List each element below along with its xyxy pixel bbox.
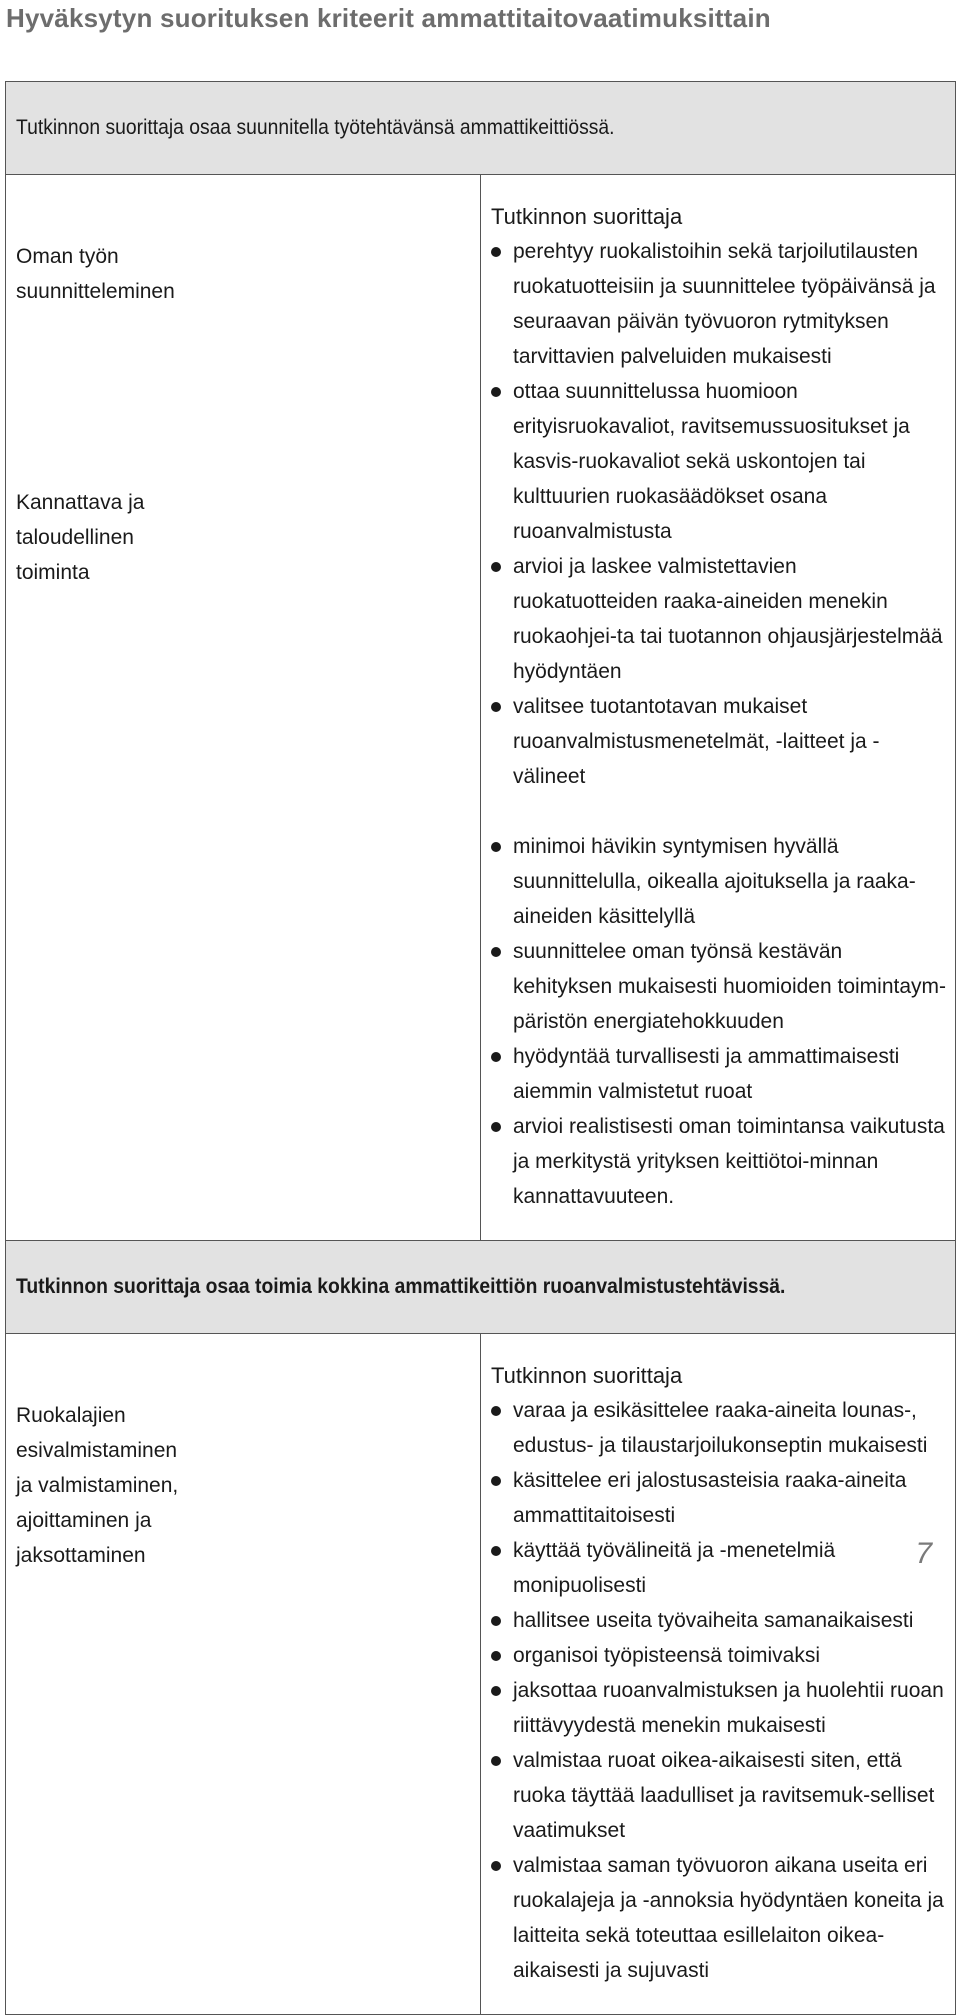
bullet-item: valitsee tuotantotavan mukaiset ruoanvalmistusmenetelmät, -laitteet ja -välineet: [491, 689, 947, 794]
section-body-row: [6, 175, 956, 1241]
criteria-subheading: Tutkinnon suorittaja: [491, 204, 683, 229]
bullet-item: minimoi hävikin syntymisen hyvällä suunnittelulla, oikealla ajoituksella ja raaka-aineiden käsittelyllä: [491, 829, 947, 934]
bullet-item: varaa ja esikäsittelee raaka-aineita lounas-, edustus- ja tilaustarjoilukonseptin mukaisesti: [491, 1393, 947, 1463]
criteria-group: [491, 829, 947, 1214]
bullet-item: arvioi realistisesti oman toimintansa vaikutusta ja merkitystä yrityksen keittiötoi-minnan kannattavuuteen.: [491, 1109, 947, 1214]
criteria-content-cell: [481, 175, 956, 1241]
bullet-item: valmistaa ruoat oikea-aikaisesti siten, että ruoka täyttää laadulliset ja ravitsemuk-selliset vaatimukset: [491, 1743, 947, 1848]
bullet-item: jaksottaa ruoanvalmistuksen ja huolehtii ruoan riittävyydestä menekin mukaisesti: [491, 1673, 947, 1743]
criteria-label-cell: [6, 1334, 481, 2015]
criteria-group: [491, 1393, 947, 1988]
bullet-item: suunnittelee oman työnsä kestävän kehityksen mukaisesti huomioiden toimintaym-päristön energiatehokkuuden: [491, 934, 947, 1039]
section-heading: [6, 82, 956, 175]
section-body-row: [6, 1334, 956, 2015]
criteria-label: Kannattava ja taloudellinen toiminta: [16, 491, 145, 584]
section-heading-row: [6, 1241, 956, 1334]
criteria-content-cell: [481, 1334, 956, 2015]
bullet-item: ottaa suunnittelussa huomioon erityisruokavaliot, ravitsemussuositukset ja kasvis-ruokavaliot sekä uskontojen tai kulttuurien ruokasäädökset osana ruoanvalmistusta: [491, 374, 947, 549]
section-heading: [6, 1241, 956, 1334]
page-number: 7: [915, 1537, 932, 1570]
bullet-list: [491, 829, 947, 1214]
bullet-list: [491, 1393, 947, 1988]
criteria-subheading: Tutkinnon suorittaja: [491, 1363, 683, 1388]
bullet-item: valmistaa saman työvuoron aikana useita eri ruokalajeja ja -annoksia hyödyntäen koneita ja laitteita sekä toteuttaa esillelaiton oikea-aikaisesti ja sujuvasti: [491, 1848, 947, 1988]
bullet-item: organisoi työpisteensä toimivaksi: [491, 1638, 947, 1673]
bullet-item: käsittelee eri jalostusasteisia raaka-aineita ammattitaitoisesti: [491, 1463, 947, 1533]
label-spacer: [16, 309, 480, 485]
bullet-item: hyödyntää turvallisesti ja ammattimaisesti aiemmin valmistetut ruoat: [491, 1039, 947, 1109]
section-heading-text: Tutkinnon suorittaja osaa suunnitella työtehtävänsä ammattikeittiössä.: [16, 116, 615, 139]
bullet-item: käyttää työvälineitä ja -menetelmiä monipuolisesti: [491, 1533, 947, 1603]
bullet-item: arvioi ja laskee valmistettavien ruokatuotteiden raaka-aineiden menekin ruokaohjei-ta tai tuotannon ohjausjärjestelmää hyödyntäen: [491, 549, 947, 689]
section-heading-row: [6, 82, 956, 175]
section-heading-text: Tutkinnon suorittaja osaa toimia kokkina ammattikeittiön ruoanvalmistustehtävissä.: [16, 1275, 786, 1298]
page-title: Hyväksytyn suorituksen kriteerit ammattitaitovaatimuksittain: [6, 3, 771, 33]
criteria-label: Ruokalajien esivalmistaminen ja valmistaminen, ajoittaminen ja jaksottaminen: [16, 1404, 179, 1567]
bullet-item: perehtyy ruokalistoihin sekä tarjoilutilausten ruokatuotteisiin ja suunnittelee työpäivänsä ja seuraavan päivän työvuoron rytmityksen tarvittavien palveluiden mukaisesti: [491, 234, 947, 374]
criteria-label-cell: [6, 175, 481, 1241]
bullet-list: [491, 234, 947, 794]
criteria-table: [5, 81, 956, 2015]
bullet-item: hallitsee useita työvaiheita samanaikaisesti: [491, 1603, 947, 1638]
criteria-group: [491, 234, 947, 794]
criteria-label: Oman työn suunnitteleminen: [16, 245, 175, 303]
